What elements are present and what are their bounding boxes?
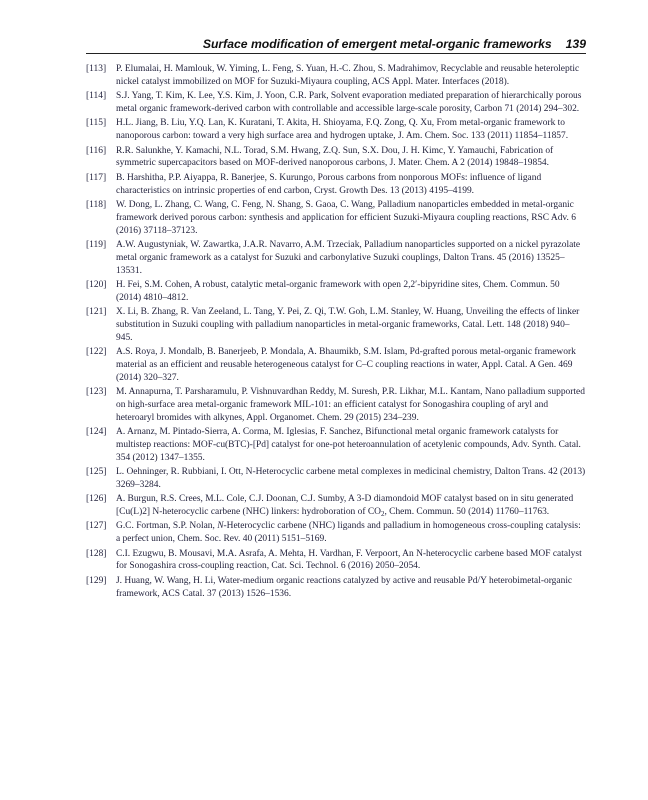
reference-text: M. Annapurna, T. Parsharamulu, P. Vishnuvardhan Reddy, M. Suresh, P.R. Likhar, M.L. Kantam, Nano palladium supported on high-surface area metal-organic framework MIL-101: an efficient catalyst for Sonogashira coupling of aryl and heteroaryl bromides with alkynes, Appl. Organomet. Chem. 29 (2015) 234–239. xyxy=(116,387,585,423)
reference-text: B. Harshitha, P.P. Aiyappa, R. Banerjee, S. Kurungo, Porous carbons from nonporous MOFs: influence of ligand characteristics on intrinsic properties of end carbon, Cryst. Growth Des. 13 (2013) 4195–4199. xyxy=(116,172,542,196)
reference-text: R.R. Salunkhe, Y. Kamachi, N.L. Torad, S.M. Hwang, Z.Q. Sun, S.X. Dou, J. H. Kimc, Y. Yamauchi, Fabrication of symmetric supercapacitors based on MOF-derived nanoporous carbons, J. Mater. Chem. A 2 (2014) 19848–19854. xyxy=(116,145,554,169)
reference-number: [113] xyxy=(86,64,107,74)
reference-list xyxy=(86,63,586,602)
reference-number: [123] xyxy=(86,387,107,398)
reference-item xyxy=(86,466,586,492)
reference-text-part: , Chem. Commun. 50 (2014) 11760–11763. xyxy=(384,507,550,518)
reference-number: [114] xyxy=(86,91,107,102)
page-number: 139 xyxy=(565,37,586,51)
reference-item xyxy=(86,493,586,519)
reference-text xyxy=(116,493,586,519)
reference-number: [126] xyxy=(86,494,107,505)
reference-text-part: A. Burgun, R.S. Crees, M.L. Cole, C.J. Doonan, C.J. Sumby, A 3-D diamondoid MOF catalyst based on in situ generated [Cu(L)2] N-heterocyclic carbene (NHC) linkers: hydroboration of CO xyxy=(116,494,574,518)
reference-number: [119] xyxy=(86,239,107,250)
reference-text: A.S. Roya, J. Mondalb, B. Banerjeeb, P. Mondala, A. Bhaumikb, S.M. Islam, Pd-grafted porous metal-organic framework material as an efficient and reusable heterogeneous catalyst for C–C coupling reactions in water, Appl. Catal. A Gen. 469 (2014) 320–327. xyxy=(116,347,576,383)
reference-item xyxy=(86,279,586,305)
reference-text-part: -Heterocyclic carbene (NHC) ligands and palladium in homogeneous cross-coupling catalysis: a perfect union, Chem. Soc. Rev. 40 (2011) 5151–5169. xyxy=(116,521,581,545)
reference-item xyxy=(86,117,586,143)
reference-item xyxy=(86,575,586,601)
running-title: Surface modification of emergent metal-organic frameworks xyxy=(202,37,552,51)
reference-text xyxy=(116,520,586,546)
reference-item xyxy=(86,306,586,344)
reference-number: [118] xyxy=(86,199,107,210)
reference-item xyxy=(86,548,586,574)
reference-text: C.I. Ezugwu, B. Mousavi, M.A. Asrafa, A. Mehta, H. Vardhan, F. Verpoort, An N-heterocyclic carbene based MOF catalyst for Sonogashira cross-coupling reaction, Cat. Sci. Technol. 6 (2016) 2050–2054. xyxy=(116,548,582,572)
reference-item xyxy=(86,386,586,424)
co2-subscript: 2 xyxy=(380,510,385,519)
reference-text: H. Fei, S.M. Cohen, A robust, catalytic metal-organic framework with open 2,2′-bipyridine sites, Chem. Commun. 50 (2014) 4810–4812. xyxy=(116,279,560,303)
reference-item xyxy=(86,172,586,198)
reference-text: L. Oehninger, R. Rubbiani, I. Ott, N-Heterocyclic carbene metal complexes in medicinal chemistry, Dalton Trans. 42 (2013) 3269–3284. xyxy=(116,467,586,490)
reference-text: J. Huang, W. Wang, H. Li, Water-medium organic reactions catalyzed by active and reusable Pd/Y heterobimetal-organic framework, ACS Catal. 37 (2013) 1526–1536. xyxy=(116,575,573,599)
reference-item xyxy=(86,239,586,277)
italic-letter: N xyxy=(217,521,224,532)
reference-number: [125] xyxy=(86,467,107,478)
reference-number: [120] xyxy=(86,279,107,290)
reference-item xyxy=(86,90,586,116)
reference-item xyxy=(86,346,586,384)
reference-text: S.J. Yang, T. Kim, K. Lee, Y.S. Kim, J. Yoon, C.R. Park, Solvent evaporation mediated preparation of hierarchically porous metal organic framework-derived carbon with controllable and accessible large-scale porosity, Carbon 71 (2014) 294–302. xyxy=(116,91,582,114)
reference-text-part: G.C. Fortman, S.P. Nolan, xyxy=(116,521,218,532)
reference-text: H.L. Jiang, B. Liu, Y.Q. Lan, K. Kuratani, T. Akita, H. Shioyama, F.Q. Zong, Q. Xu, From metal-organic framework to nanoporous carbon: toward a very high surface area and hydrogen uptake, J. Am. Chem. Soc. 133 (2011) 11854–11857. xyxy=(116,118,569,142)
reference-text: A. Arnanz, M. Pintado-Sierra, A. Corma, M. Iglesias, F. Sanchez, Bifunctional metal organic framework catalysts for multistep reactions: MOF-cu(BTC)-[Pd] catalyst for one-pot heteroannulation of acetylenic compounds, Adv. Synth. Catal. 354 (2012) 1347–1355. xyxy=(116,427,581,463)
reference-text: A.W. Augustyniak, W. Zawartka, J.A.R. Navarro, A.M. Trzeciak, Palladium nanoparticles supported on a nickel pyrazolate metal organic framework as a catalyst for Suzuki and carbonylative Suzuki couplings, Dalton Trans. 45 (2016) 13525–13531. xyxy=(116,239,581,276)
reference-number: [117] xyxy=(86,172,107,183)
reference-text: P. Elumalai, H. Mamlouk, W. Yiming, L. Feng, S. Yuan, H.-C. Zhou, S. Madrahimov, Recyclable and reusable heteroleptic nickel catalyst immobilized on MOF for Suzuki-Miyaura coupling, ACS Appl. Mater. Interfaces (2018). xyxy=(116,64,580,87)
reference-number: [115] xyxy=(86,118,107,129)
reference-text: W. Dong, L. Zhang, C. Wang, C. Feng, N. Shang, S. Gaoa, C. Wang, Palladium nanoparticles embedded in metal-organic framework derived porous carbon: synthesis and application for efficient Suzuki-Miyaura coupling reactions, RSC Adv. 6 (2016) 37118–37123. xyxy=(116,199,576,236)
reference-number: [122] xyxy=(86,347,107,358)
reference-number: [129] xyxy=(86,575,107,586)
reference-number: [116] xyxy=(86,145,107,156)
reference-item xyxy=(86,426,586,464)
reference-item xyxy=(86,520,586,546)
reference-item xyxy=(86,63,586,89)
reference-item xyxy=(86,199,586,237)
reference-number: [124] xyxy=(86,427,107,438)
reference-number: [121] xyxy=(86,307,107,318)
reference-item xyxy=(86,145,586,171)
running-header xyxy=(86,30,586,54)
reference-number: [127] xyxy=(86,521,107,532)
reference-text: X. Li, B. Zhang, R. Van Zeeland, L. Tang, Y. Pei, Z. Qi, T.W. Goh, L.M. Stanley, W. Huang, Unveiling the effects of linker substitution in Suzuki coupling with palladium nanoparticles in metal-organic frameworks, Catal. Lett. 148 (2018) 940–945. xyxy=(116,307,580,343)
reference-number: [128] xyxy=(86,548,107,559)
